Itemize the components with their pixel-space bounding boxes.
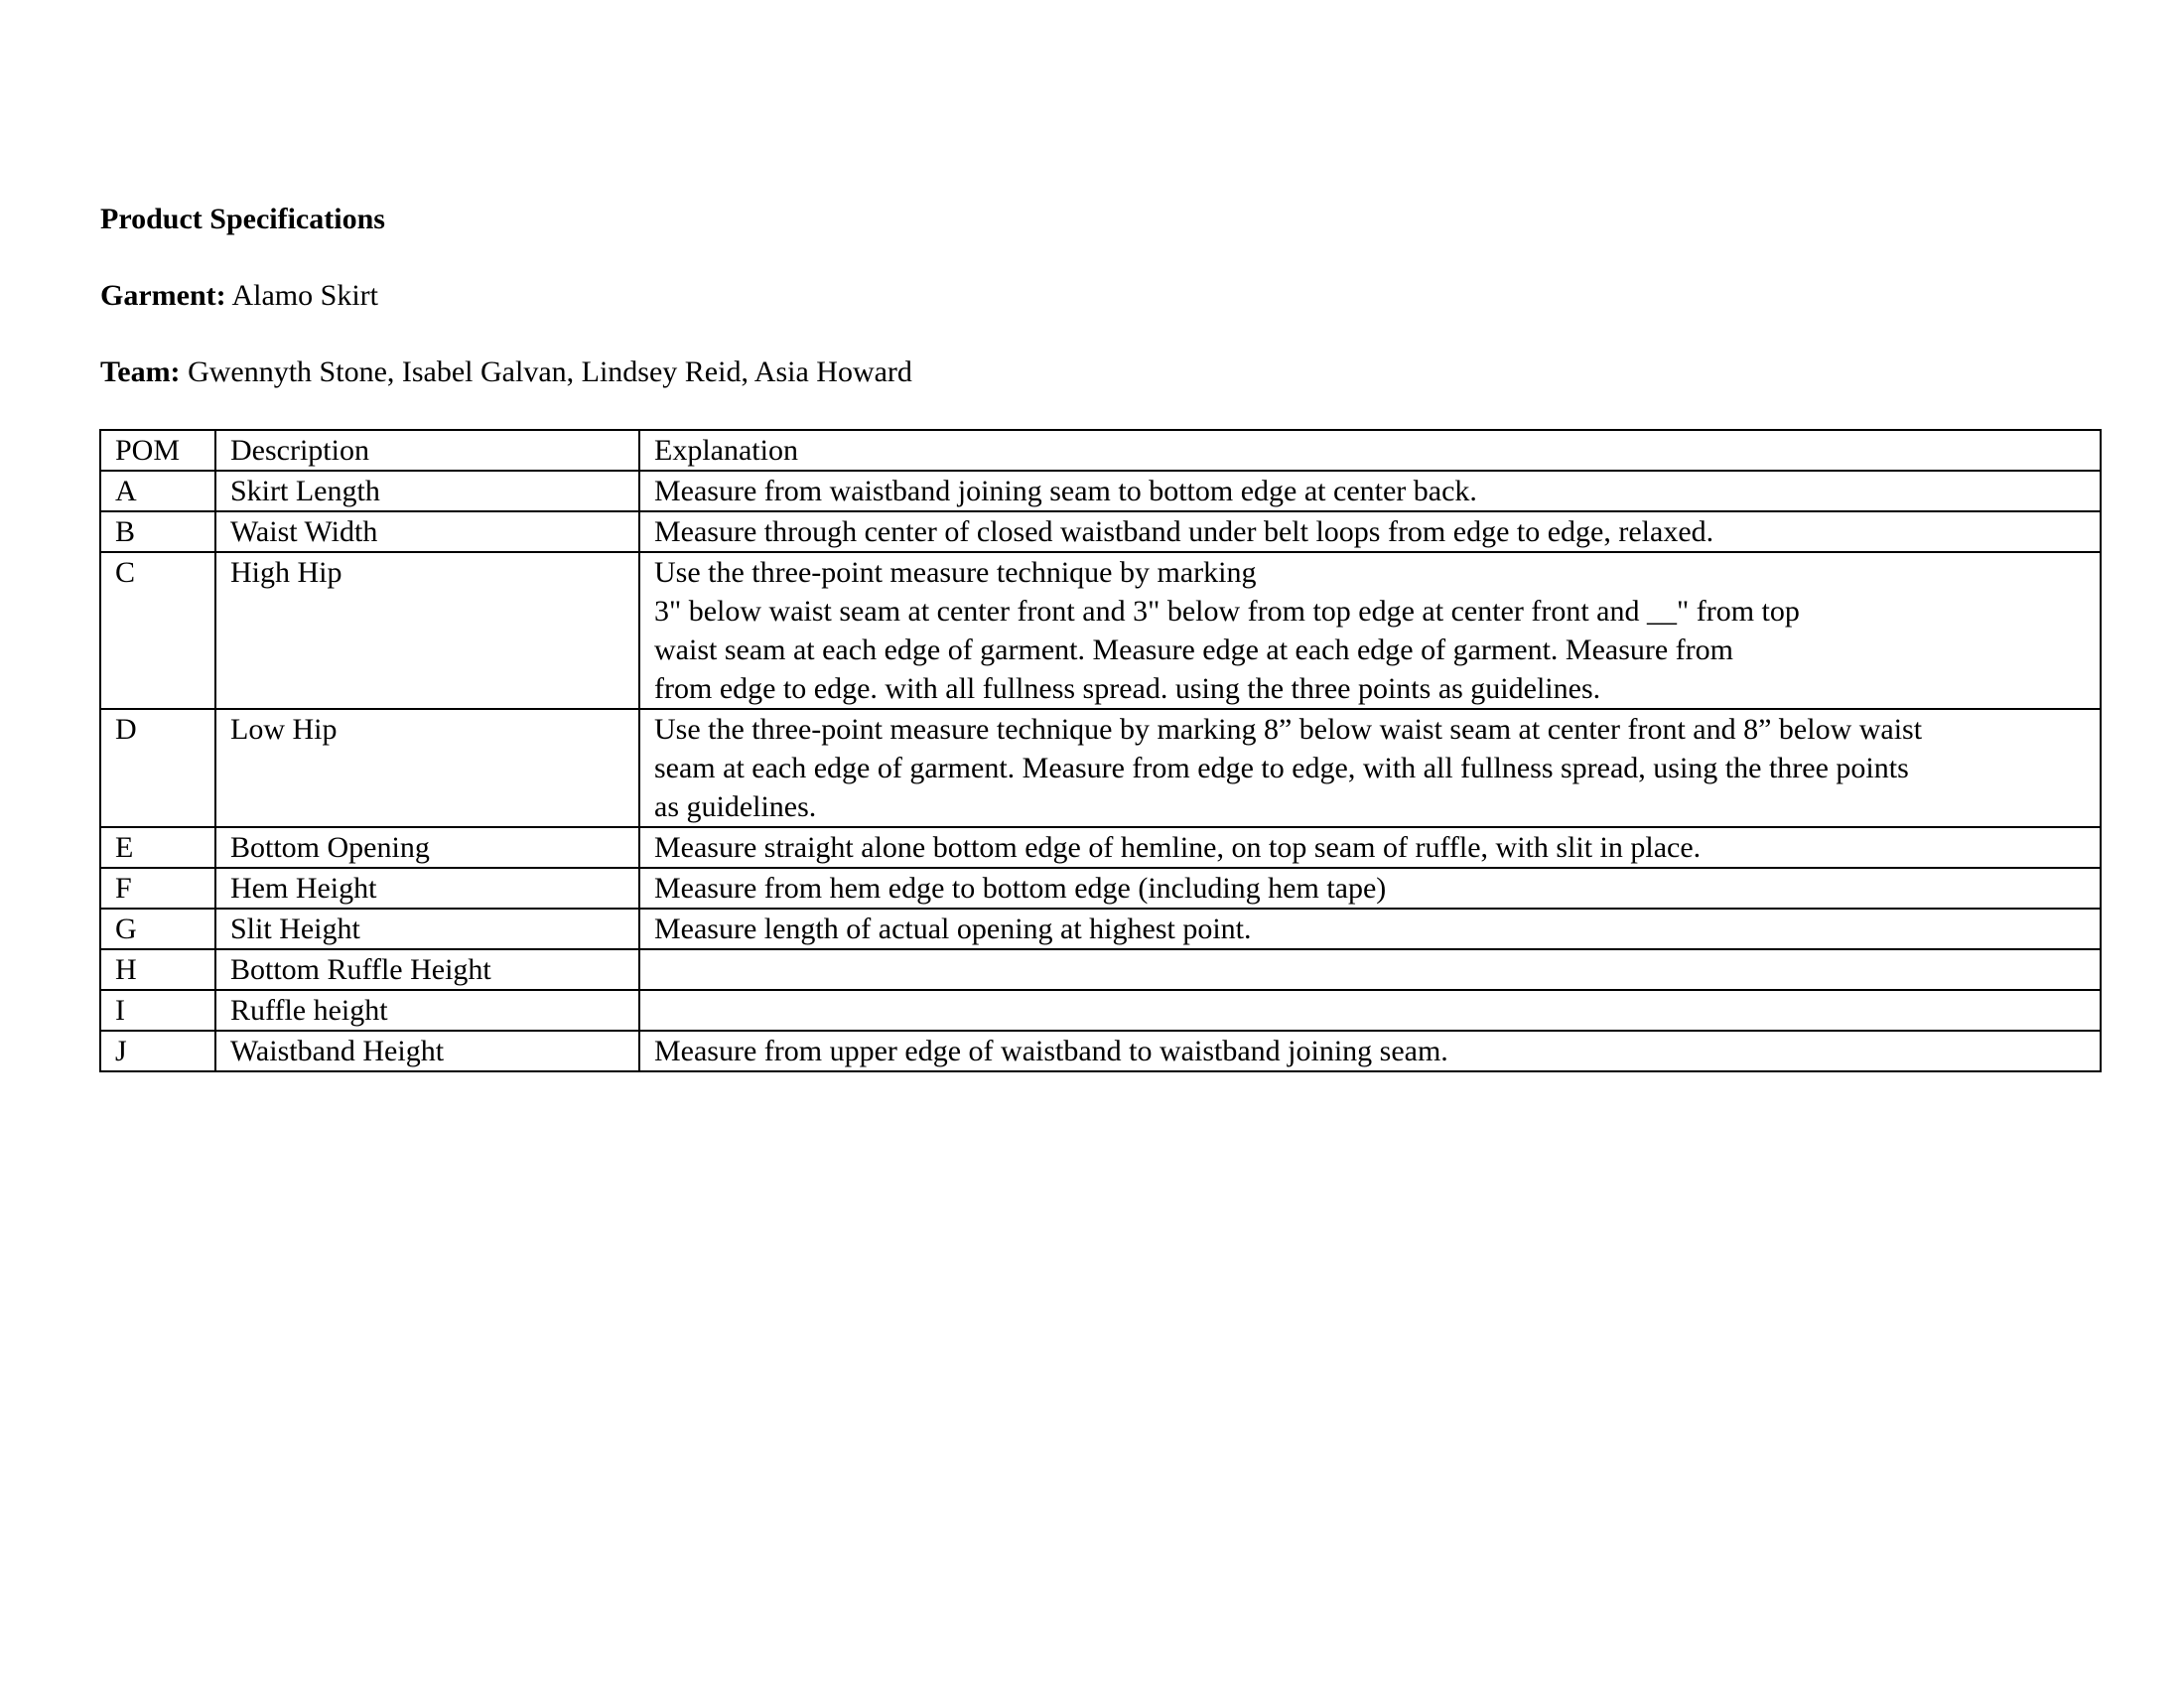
garment-value: Alamo Skirt bbox=[231, 279, 378, 312]
row-description: Slit Height bbox=[215, 909, 639, 949]
table-row bbox=[100, 709, 2101, 827]
row-description: Ruffle height bbox=[215, 990, 639, 1031]
row-pom: D bbox=[100, 709, 215, 827]
header-pom: POM bbox=[100, 430, 215, 471]
explanation-line: seam at each edge of garment. Measure from edge to edge, with all fullness spread, using the three points bbox=[654, 752, 1909, 784]
row-explanation bbox=[639, 949, 2101, 990]
row-pom: H bbox=[100, 949, 215, 990]
row-description: Bottom Ruffle Height bbox=[215, 949, 639, 990]
garment-line bbox=[100, 276, 378, 316]
row-description: Bottom Opening bbox=[215, 827, 639, 868]
row-pom: B bbox=[100, 511, 215, 552]
explanation-line: Use the three-point measure technique by marking bbox=[654, 556, 1257, 589]
row-explanation: Measure from upper edge of waistband to waistband joining seam. bbox=[639, 1031, 2101, 1071]
table-row bbox=[100, 827, 2101, 868]
row-pom: E bbox=[100, 827, 215, 868]
row-description: Hem Height bbox=[215, 868, 639, 909]
table-row bbox=[100, 1031, 2101, 1071]
row-explanation: Measure through center of closed waistband under belt loops from edge to edge, relaxed. bbox=[639, 511, 2101, 552]
table-header-row bbox=[100, 430, 2101, 471]
table-row bbox=[100, 990, 2101, 1031]
page-title: Product Specifications bbox=[100, 203, 385, 235]
explanation-line: as guidelines. bbox=[654, 790, 817, 823]
team-value: Gwennyth Stone, Isabel Galvan, Lindsey Reid, Asia Howard bbox=[188, 355, 912, 388]
team-line bbox=[100, 352, 912, 392]
row-description: Waistband Height bbox=[215, 1031, 639, 1071]
row-explanation bbox=[639, 990, 2101, 1031]
explanation-line: from edge to edge. with all fullness spread. using the three points as guidelines. bbox=[654, 672, 1601, 705]
table-row bbox=[100, 511, 2101, 552]
row-explanation: Measure straight alone bottom edge of hemline, on top seam of ruffle, with slit in place. bbox=[639, 827, 2101, 868]
row-explanation bbox=[639, 552, 2101, 709]
explanation-line: 3" below waist seam at center front and 3" below from top edge at center front and __" from top bbox=[654, 595, 1800, 628]
explanation-line: Use the three-point measure technique by marking 8” below waist seam at center front and 8” below waist bbox=[654, 713, 1923, 746]
row-description: Low Hip bbox=[215, 709, 639, 827]
table-row bbox=[100, 909, 2101, 949]
table-row bbox=[100, 552, 2101, 709]
row-pom: I bbox=[100, 990, 215, 1031]
row-explanation: Measure from waistband joining seam to bottom edge at center back. bbox=[639, 471, 2101, 511]
row-pom: J bbox=[100, 1031, 215, 1071]
row-explanation bbox=[639, 709, 2101, 827]
table-row bbox=[100, 868, 2101, 909]
row-pom: C bbox=[100, 552, 215, 709]
header-description: Description bbox=[215, 430, 639, 471]
row-pom: A bbox=[100, 471, 215, 511]
row-description: Waist Width bbox=[215, 511, 639, 552]
row-explanation: Measure length of actual opening at highest point. bbox=[639, 909, 2101, 949]
garment-label: Garment: bbox=[100, 279, 226, 312]
team-label: Team: bbox=[100, 355, 181, 388]
spec-table bbox=[99, 429, 2102, 1072]
header-explanation: Explanation bbox=[639, 430, 2101, 471]
table-row bbox=[100, 949, 2101, 990]
table-row bbox=[100, 471, 2101, 511]
row-pom: G bbox=[100, 909, 215, 949]
row-description: High Hip bbox=[215, 552, 639, 709]
explanation-line: waist seam at each edge of garment. Measure edge at each edge of garment. Measure from bbox=[654, 633, 1734, 666]
row-explanation: Measure from hem edge to bottom edge (including hem tape) bbox=[639, 868, 2101, 909]
row-pom: F bbox=[100, 868, 215, 909]
row-description: Skirt Length bbox=[215, 471, 639, 511]
